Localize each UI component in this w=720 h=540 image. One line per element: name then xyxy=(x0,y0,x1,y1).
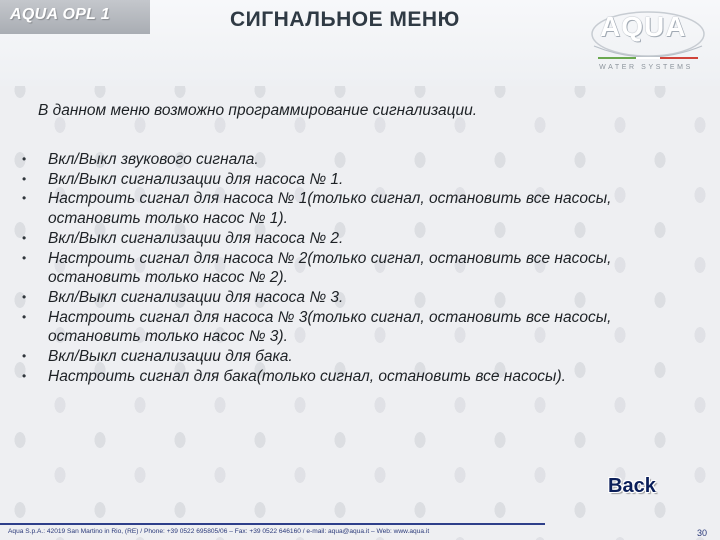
page-number: 30 xyxy=(697,528,708,538)
list-item-text: Настроить сигнал для насоса № 1(только сигнал, остановить все насосы, xyxy=(48,190,612,208)
bullet-icon: • xyxy=(22,368,27,383)
alarm-menu-list xyxy=(22,150,712,386)
bullet-icon: • xyxy=(22,349,27,364)
list-item-text: Вкл/Выкл сигнализации для насоса № 3. xyxy=(48,288,344,306)
bullet-icon: • xyxy=(22,250,27,265)
list-item xyxy=(22,367,712,387)
page-title: СИГНАЛЬНОЕ МЕНЮ xyxy=(230,8,460,31)
list-item xyxy=(22,347,712,367)
list-item xyxy=(22,170,712,190)
list-item-text: Настроить сигнал для бака(только сигнал, остановить все насосы). xyxy=(48,367,566,385)
bullet-icon: • xyxy=(22,171,27,186)
list-item-text: Вкл/Выкл сигнализации для насоса № 2. xyxy=(48,229,344,247)
app-title-bar xyxy=(0,0,150,34)
bullet-icon: • xyxy=(22,309,27,324)
bullet-icon: • xyxy=(22,289,27,304)
logo-subtext: WATER SYSTEMS xyxy=(599,64,693,71)
list-item xyxy=(22,150,712,170)
list-item-text: остановить только насос № 2). xyxy=(48,269,288,287)
app-title: AQUA OPL 1 xyxy=(10,6,110,23)
intro-text: В данном меню возможно программирование сигнализации. xyxy=(38,102,478,119)
list-item xyxy=(22,229,712,249)
aqua-logo xyxy=(588,6,708,76)
list-item-text: Настроить сигнал для насоса № 3(только сигнал, остановить все насосы, xyxy=(48,308,612,326)
list-item-text: Вкл/Выкл сигнализации для насоса № 1. xyxy=(48,170,344,188)
logo-text: AQUA xyxy=(600,11,687,42)
bullet-icon: • xyxy=(22,152,27,166)
footer-divider xyxy=(0,523,545,525)
list-item-text: Вкл/Выкл сигнализации для бака. xyxy=(48,348,293,366)
list-item xyxy=(22,189,712,228)
list-item-text: Вкл/Выкл звукового сигнала. xyxy=(48,151,259,168)
bullet-icon: • xyxy=(22,230,27,245)
list-item-text: Настроить сигнал для насоса № 2(только сигнал, остановить все насосы, xyxy=(48,249,612,267)
list-item-text: остановить только насос № 3). xyxy=(48,328,288,346)
list-item-text: остановить только насос № 1). xyxy=(48,210,288,228)
list-item xyxy=(22,249,712,288)
list-item xyxy=(22,308,712,347)
bullet-icon: • xyxy=(22,191,27,206)
footer-contact: Aqua S.p.A.: 42019 San Martino in Rio, (RE) / Phone: +39 0522 695805/06 – Fax: +39 0522 646160 / e-mail: aqua@aqua.it – Web: www.aqua.it xyxy=(8,528,430,535)
list-item xyxy=(22,288,712,308)
back-button[interactable]: Back xyxy=(608,475,656,497)
